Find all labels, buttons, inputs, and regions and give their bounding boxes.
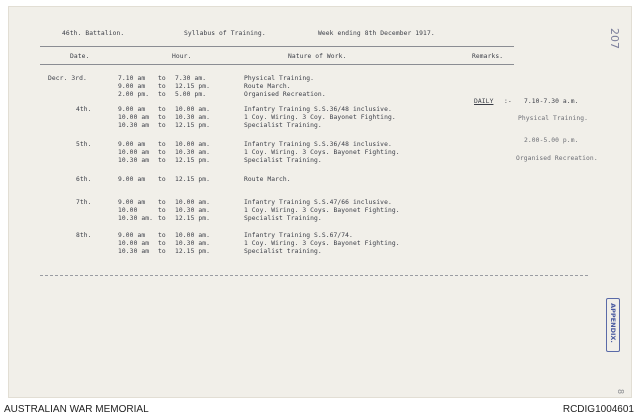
row-work: 1 Coy. Wiring. 3 Coys. Bayonet Fighting. (244, 207, 400, 214)
footer-reference: RCDIG1004601 (562, 404, 634, 415)
row-time-start: 10.30 am (118, 248, 150, 255)
row-time-sep: to (158, 157, 166, 164)
row-date: 8th. (76, 232, 92, 239)
row-time-end: 12.15 pm. (175, 215, 211, 222)
row-time-end: 12.15 pm. (175, 122, 211, 129)
row-time-start: 10.00 am (118, 149, 150, 156)
row-time-end: 10.30 am. (175, 240, 211, 247)
row-time-end: 10.30 am. (175, 207, 211, 214)
row-time-end: 10.00 am. (175, 141, 211, 148)
row-work: Specialist Training. (244, 157, 322, 164)
row-work: Infantry Training S.S.67/74. (244, 232, 353, 239)
column-header-remarks: Remarks. (472, 53, 504, 60)
week-ending-label: Week ending 8th December 1917. (318, 30, 435, 37)
row-work: 1 Coy. Wiring. 3 Coys. Bayonet Fighting. (244, 240, 400, 247)
row-date: 7th. (76, 199, 92, 206)
row-date: 5th. (76, 141, 92, 148)
folio-number: 207 (608, 28, 621, 49)
row-time-sep: to (158, 149, 166, 156)
row-work: Infantry Training S.S.36/48 inclusive. (244, 141, 392, 148)
row-time-end: 10.00 am. (175, 199, 211, 206)
row-time-start: 10.30 am (118, 122, 150, 129)
row-work: Specialist training. (244, 248, 322, 255)
battalion-label: 46th. Battalion. (62, 30, 125, 37)
row-time-start: 10.00 am (118, 114, 150, 121)
row-time-start: 9.00 am (118, 141, 146, 148)
row-time-start: 9.00 am (118, 199, 146, 206)
remarks-pm-activity: Organised Recreation. (516, 155, 598, 162)
row-time-start: 10.30 am (118, 157, 150, 164)
row-time-end: 12.15 pm. (175, 248, 211, 255)
header-rule-bottom (40, 64, 514, 65)
row-time-sep: to (158, 75, 166, 82)
row-time-start: 9.00 am (118, 232, 146, 239)
row-time-end: 12.15 pm. (175, 83, 211, 90)
remarks-daily-activity: Physical Training. (518, 115, 589, 122)
row-time-end: 10.30 am. (175, 149, 211, 156)
row-work: Infantry Training S.S.47/66 inclusive. (244, 199, 392, 206)
row-time-sep: to (158, 141, 166, 148)
row-work: Route March. (244, 176, 291, 183)
remarks-daily-sep: :- (504, 98, 512, 105)
row-time-start: 9.00 am (118, 106, 146, 113)
row-time-sep: to (158, 83, 166, 90)
row-time-sep: to (158, 215, 166, 222)
column-header-hour: Hour. (172, 53, 192, 60)
row-time-sep: to (158, 114, 166, 121)
row-work: Route March. (244, 83, 291, 90)
row-time-start: 9.00 am (118, 83, 146, 90)
row-time-end: 7.30 am. (175, 75, 207, 82)
row-time-sep: to (158, 122, 166, 129)
footer-credit: AUSTRALIAN WAR MEMORIAL (4, 404, 149, 415)
appendix-stamp-label: APPENDIX. (609, 303, 617, 343)
row-time-start: 10.00 (118, 207, 138, 214)
row-date: 4th. (76, 106, 92, 113)
row-time-end: 5.00 pm. (175, 91, 207, 98)
row-time-start: 10.30 am. (118, 215, 154, 222)
row-work: Organised Recreation. (244, 91, 326, 98)
row-date: 6th. (76, 176, 92, 183)
row-time-end: 12.15 pm. (175, 157, 211, 164)
remarks-daily-time: 7.10-7.30 a.m. (524, 98, 579, 105)
row-time-sep: to (158, 176, 166, 183)
row-time-sep: to (158, 240, 166, 247)
row-time-sep: to (158, 91, 166, 98)
document-title: Syllabus of Training. (184, 30, 266, 37)
table-bottom-rule (40, 275, 588, 276)
row-work: Specialist Training. (244, 215, 322, 222)
column-header-date: Date. (70, 53, 90, 60)
row-time-sep: to (158, 232, 166, 239)
row-time-end: 12.15 pm. (175, 176, 211, 183)
row-time-end: 10.30 am. (175, 114, 211, 121)
row-date: Decr. 3rd. (48, 75, 87, 82)
document-sheet (8, 6, 632, 398)
header-rule-top (40, 46, 514, 47)
row-work: Specialist Training. (244, 122, 322, 129)
row-time-sep: to (158, 248, 166, 255)
row-work: 1 Coy. Wiring. 3 Coys. Bayonet Fighting. (244, 149, 400, 156)
row-work: Infantry Training S.S.36/48 inclusive. (244, 106, 392, 113)
corner-mark: 8 (616, 388, 626, 395)
remarks-pm-time: 2.00-5.00 p.m. (524, 137, 579, 144)
row-time-start: 10.00 am (118, 240, 150, 247)
row-time-start: 7.10 am (118, 75, 146, 82)
row-work: 1 Coy. Wiring. 3 Coy. Bayonet Fighting. (244, 114, 396, 121)
row-time-end: 10.00 am. (175, 232, 211, 239)
row-work: Physical Training. (244, 75, 315, 82)
row-time-end: 10.00 am. (175, 106, 211, 113)
column-header-nature: Nature of Work. (288, 53, 347, 60)
row-time-start: 2.00 pm. (118, 91, 150, 98)
remarks-daily-label: DAILY (474, 98, 494, 105)
row-time-sep: to (158, 199, 166, 206)
row-time-start: 9.00 am (118, 176, 146, 183)
row-time-sep: to (158, 207, 166, 214)
row-time-sep: to (158, 106, 166, 113)
appendix-stamp (606, 298, 620, 352)
